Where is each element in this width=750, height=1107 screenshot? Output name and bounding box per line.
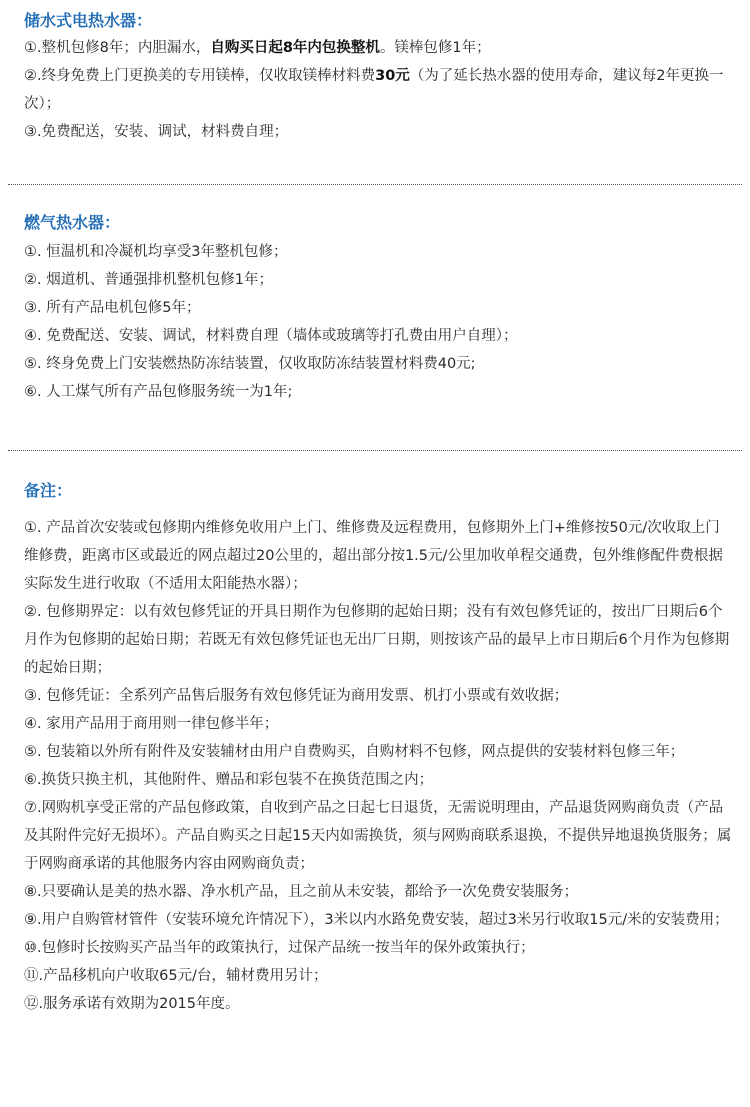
list-item: ⑤. 包装箱以外所有附件及安装辅材由用户自费购买，自购材料不包修，网点提供的安装材料包修三年；	[24, 744, 685, 760]
list-item: ⑦.网购机享受正常的产品包修政策，自收到产品之日起七日退货，无需说明理由，产品退货网购商负责（产品及其附件完好无损坏）。产品自购买之日起15天内如需换货，须与网购商联系退换，不提供异地退换货服务；属于网购商承诺的其他服务内容由网购商负责；	[24, 800, 732, 872]
list-item: ⑧.只要确认是美的热水器、净水机产品，且之前从未安装，都给予一次免费安装服务；	[24, 884, 579, 900]
list-item: ④. 家用产品用于商用则一律包修半年；	[24, 716, 279, 732]
section-notes	[24, 480, 734, 1018]
emphasis-text: 自购买日起8年内包换整机	[210, 40, 380, 56]
list-item: ⑨.用户自购管材管件（安装环境允许情况下），3米以内水路免费安装，超过3米另行收取15元/米的安装费用；	[24, 912, 729, 928]
emphasis-text: 30元	[375, 68, 410, 84]
section-storage-heater	[24, 10, 734, 146]
list-item: ③. 所有产品电机包修5年；	[24, 300, 201, 316]
section-heading: 燃气热水器：	[24, 213, 121, 232]
list-item: ③. 包修凭证：全系列产品售后服务有效包修凭证为商用发票、机打小票或有效收据；	[24, 688, 569, 704]
list-item: ⑪.产品移机向户收取65元/台，辅材费用另计；	[24, 968, 328, 984]
list-item: ②.终身免费上门更换美的专用镁棒，仅收取镁棒材料费30元（为了延长热水器的使用寿命，建议每2年更换一次）；	[24, 68, 724, 112]
list-item: ⑥.换货只换主机，其他附件、赠品和彩包装不在换货范围之内；	[24, 772, 434, 788]
list-item: ⑩.包修时长按购买产品当年的政策执行，过保产品统一按当年的保外政策执行；	[24, 940, 535, 956]
section-gas-heater	[24, 212, 734, 406]
list-item: ①. 恒温机和冷凝机均享受3年整机包修；	[24, 244, 288, 260]
list-item: ②. 包修期界定：以有效包修凭证的开具日期作为包修期的起始日期；没有有效包修凭证的，按出厂日期后6个月作为包修期的起始日期；若既无有效包修凭证也无出厂日期，则按该产品的最早上市日期后6个月作为包修期的起始日期；	[24, 604, 730, 676]
list-item: ①. 产品首次安装或包修期内维修免收用户上门、维修费及远程费用，包修期外上门+维修按50元/次收取上门维修费，距离市区或最近的网点超过20公里的，超出部分按1.5元/公里加收单程交通费，包外维修配件费根据实际发生进行收取（不适用太阳能热水器）；	[24, 520, 723, 592]
section-heading: 储水式电热水器：	[24, 11, 153, 30]
list-item: ⑤. 终身免费上门安装燃热防冻结装置，仅收取防冻结装置材料费40元;	[24, 356, 476, 372]
list-item: ④. 免费配送、安装、调试，材料费自理（墙体或玻璃等打孔费由用户自理）；	[24, 328, 518, 344]
list-item: ①.整机包修8年；内胆漏水，自购买日起8年内包换整机。镁棒包修1年；	[24, 40, 491, 56]
section-divider	[8, 450, 742, 451]
list-item: ③.免费配送，安装、调试，材料费自理；	[24, 124, 289, 140]
list-item: ②. 烟道机、普通强排机整机包修1年；	[24, 272, 273, 288]
section-divider	[8, 184, 742, 185]
list-item: ⑫.服务承诺有效期为2015年度。	[24, 996, 240, 1012]
section-heading: 备注：	[24, 481, 73, 500]
list-item: ⑥. 人工煤气所有产品包修服务统一为1年;	[24, 384, 293, 400]
